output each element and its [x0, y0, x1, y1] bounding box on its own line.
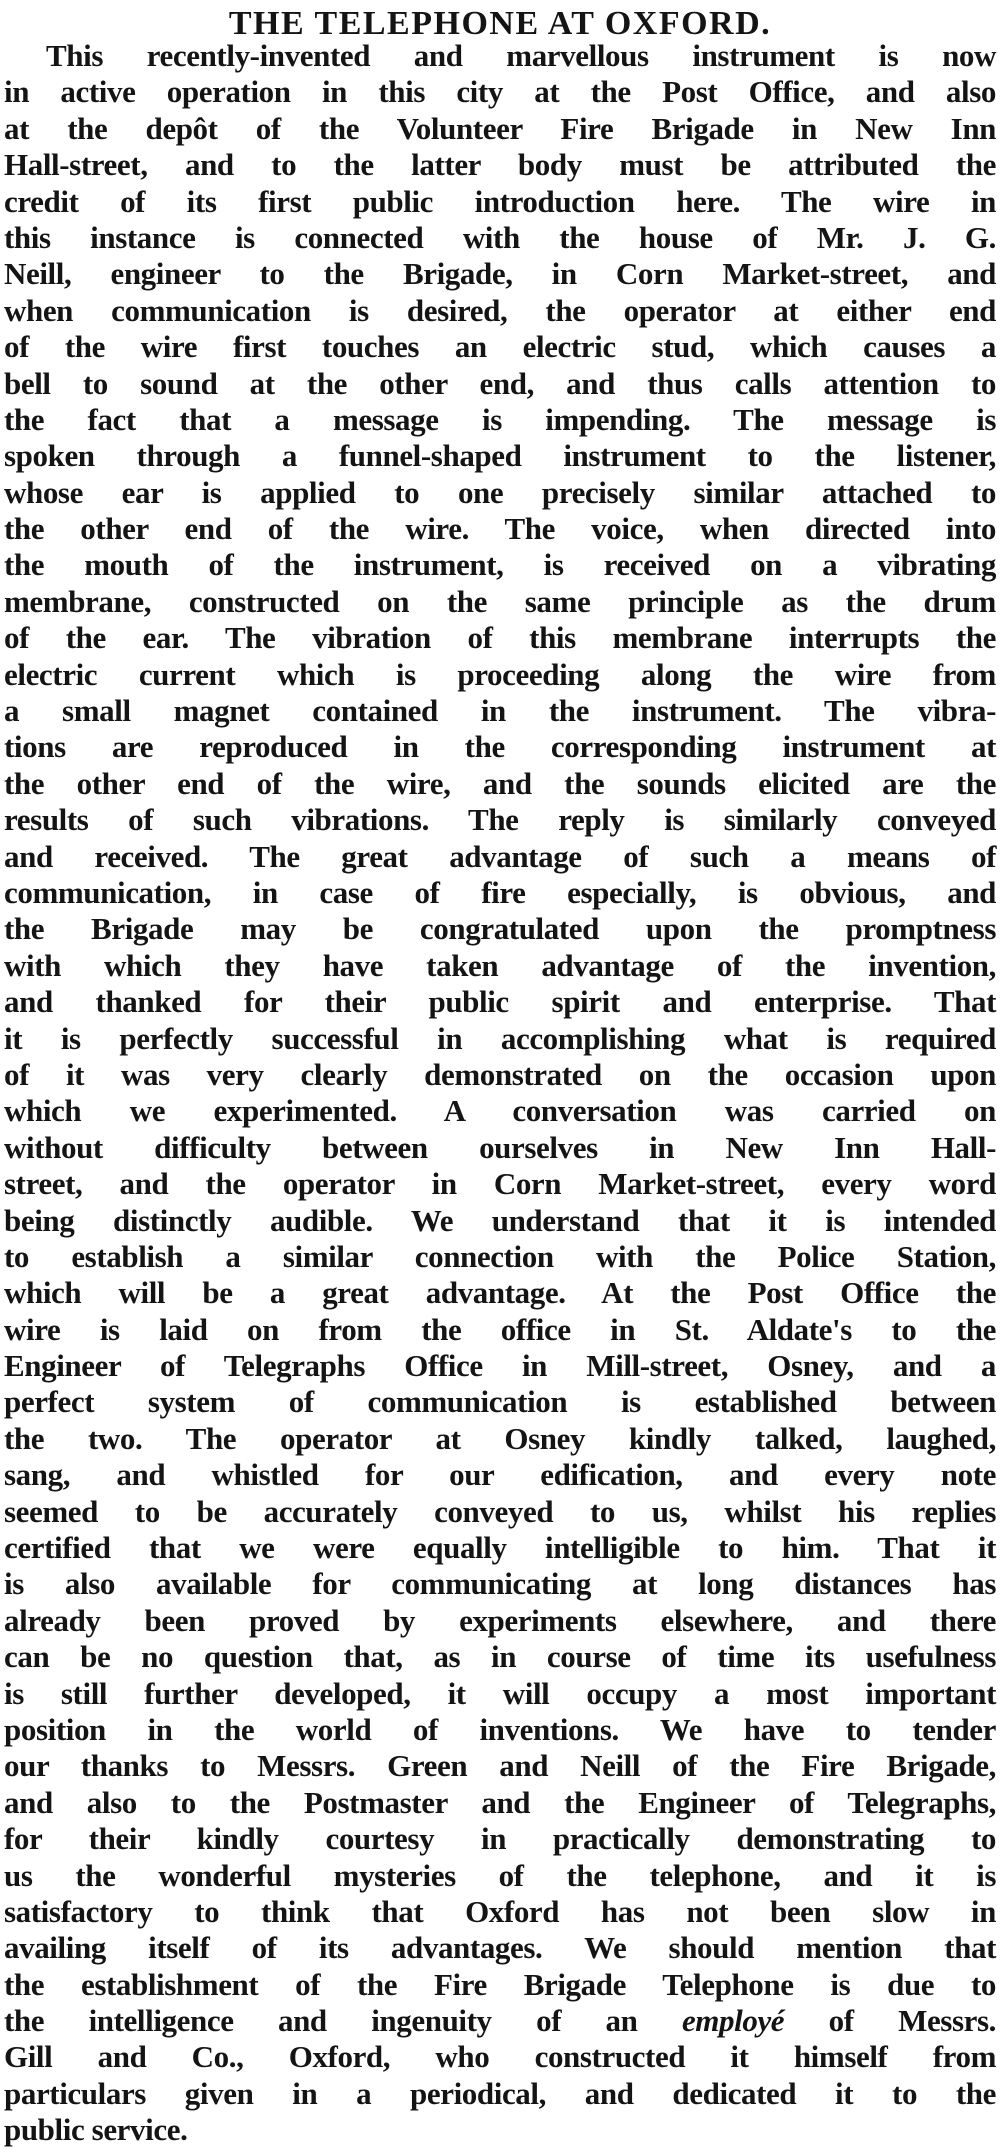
- article-line: seemed to be accurately conveyed to us, whilst his replies: [4, 1493, 996, 1529]
- article-line: without difficulty between ourselves in New Inn Hall-: [4, 1129, 996, 1165]
- article-line: particulars given in a periodical, and dedicated it to the: [4, 2075, 996, 2111]
- article-line: us the wonderful mysteries of the telephone, and it is: [4, 1857, 996, 1893]
- article-line: This recently-invented and marvellous instrument is now: [46, 38, 996, 73]
- article-line: the mouth of the instrument, is received on a vibrating: [4, 547, 996, 583]
- article-line: and also to the Postmaster and the Engineer of Telegraphs,: [4, 1784, 996, 1820]
- article-line: is still further developed, it will occupy a most important: [4, 1675, 996, 1711]
- article-line: sang, and whistled for our edification, and every note: [4, 1457, 996, 1493]
- article-line: position in the world of inventions. We have to tender: [4, 1711, 996, 1747]
- article-body: [4, 38, 996, 2149]
- article-line: being distinctly audible. We understand that it is intended: [4, 1202, 996, 1238]
- article-line: Hall-street, and to the latter body must be attributed the: [4, 147, 996, 183]
- article-line: electric current which is proceeding along the wire from: [4, 656, 996, 692]
- article-line: in active operation in this city at the Post Office, and also: [4, 74, 996, 110]
- article-line-with-italic: [4, 2003, 996, 2039]
- article-line: the fact that a message is impending. The message is: [4, 401, 996, 437]
- article-line: membrane, constructed on the same principle as the drum: [4, 583, 996, 619]
- article-line: which we experimented. A conversation was carried on: [4, 1093, 996, 1129]
- article-line: communication, in case of fire especially, is obvious, and: [4, 874, 996, 910]
- article-line: bell to sound at the other end, and thus calls attention to: [4, 365, 996, 401]
- article-line: certified that we were equally intelligible to him. That it: [4, 1530, 996, 1566]
- article-headline: THE TELEPHONE AT OXFORD.: [228, 5, 772, 42]
- article-line: can be no question that, as in course of time its usefulness: [4, 1639, 996, 1675]
- article-line: when communication is desired, the operator at either end: [4, 292, 996, 328]
- article-line: of it was very clearly demonstrated on the occasion upon: [4, 1056, 996, 1092]
- article-line: which will be a great advantage. At the Post Office the: [4, 1275, 996, 1311]
- article-line: perfect system of communication is established between: [4, 1384, 996, 1420]
- article-line: this instance is connected with the house of Mr. J. G.: [4, 219, 996, 255]
- article-line: and received. The great advantage of such a means of: [4, 838, 996, 874]
- article-line: Gill and Co., Oxford, who constructed it himself from: [4, 2039, 996, 2075]
- article-line: for their kindly courtesy in practically demonstrating to: [4, 1821, 996, 1857]
- article-line: a small magnet contained in the instrument. The vibra-: [4, 693, 996, 729]
- article-line: public service.: [4, 2112, 188, 2148]
- article-line: results of such vibrations. The reply is similarly conveyed: [4, 802, 996, 838]
- article-line: already been proved by experiments elsewhere, and there: [4, 1602, 996, 1638]
- article-line: it is perfectly successful in accomplishing what is required: [4, 1020, 996, 1056]
- article-line: the other end of the wire. The voice, when directed into: [4, 511, 996, 547]
- italic-word: employé: [681, 2003, 785, 2039]
- article-line: street, and the operator in Corn Market-street, every word: [4, 1166, 996, 1202]
- article-line: our thanks to Messrs. Green and Neill of the Fire Brigade,: [4, 1748, 996, 1784]
- article-line: Neill, engineer to the Brigade, in Corn Market-street, and: [4, 256, 996, 292]
- article-line: to establish a similar connection with the Police Station,: [4, 1238, 996, 1274]
- article-line: satisfactory to think that Oxford has not been slow in: [4, 1893, 996, 1929]
- article-line: is also available for communicating at long distances has: [4, 1566, 996, 1602]
- article-line: at the depôt of the Volunteer Fire Brigade in New Inn: [4, 110, 996, 146]
- article-line: wire is laid on from the office in St. Aldate's to the: [4, 1311, 996, 1347]
- article-line: the Brigade may be congratulated upon the promptness: [4, 911, 996, 947]
- article-line: whose ear is applied to one precisely similar attached to: [4, 474, 996, 510]
- article-line: of the ear. The vibration of this membrane interrupts the: [4, 620, 996, 656]
- article-line: Engineer of Telegraphs Office in Mill-street, Osney, and a: [4, 1348, 996, 1384]
- article-line-end: of Messrs.: [828, 2003, 997, 2039]
- article-line: tions are reproduced in the corresponding instrument at: [4, 729, 996, 765]
- article-line: the two. The operator at Osney kindly talked, laughed,: [4, 1420, 996, 1456]
- article-line: of the wire first touches an electric stud, which causes a: [4, 329, 996, 365]
- article-line: credit of its first public introduction here. The wire in: [4, 183, 996, 219]
- article-line: the establishment of the Fire Brigade Telephone is due to: [4, 1966, 996, 2002]
- article-line: availing itself of its advantages. We should mention that: [4, 1930, 996, 1966]
- article-line: the other end of the wire, and the sounds elicited are the: [4, 765, 996, 801]
- article-line: and thanked for their public spirit and enterprise. That: [4, 984, 996, 1020]
- article-line: with which they have taken advantage of the invention,: [4, 947, 996, 983]
- article-line-start: the intelligence and ingenuity of an: [4, 2003, 638, 2039]
- article-line: spoken through a funnel-shaped instrument to the listener,: [4, 438, 996, 474]
